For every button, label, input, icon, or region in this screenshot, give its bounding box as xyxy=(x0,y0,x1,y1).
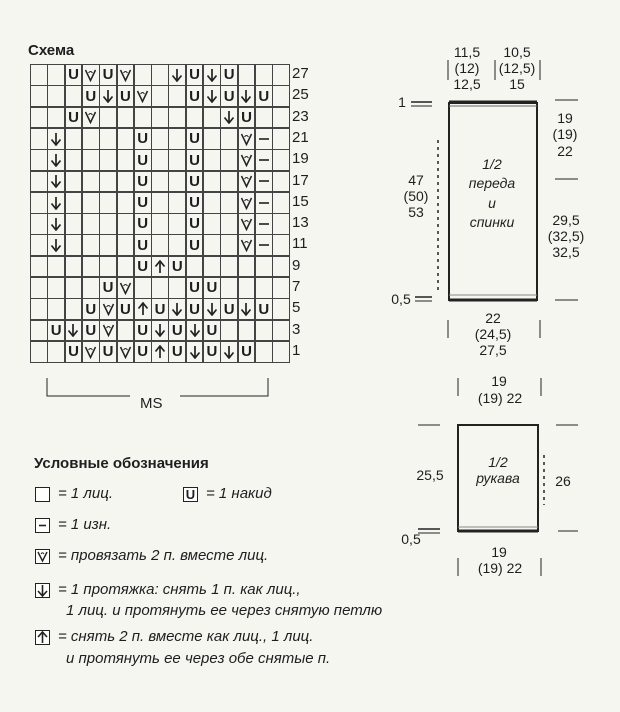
sleeve-bottom-dim-1: 19 xyxy=(491,544,507,560)
top-right-dim-1: 10,5 xyxy=(503,44,531,60)
yarn-over-cell: U xyxy=(168,256,186,278)
yarn-over-cell: U xyxy=(65,107,83,129)
yarn-over-symbol-icon: U xyxy=(183,487,198,502)
yarn-over-cell: U xyxy=(117,298,135,320)
yarn-over-cell: U xyxy=(134,341,152,363)
sleeve-top-dim-2: (19) 22 xyxy=(477,390,523,406)
top-left-dim-1: 11,5 xyxy=(453,44,481,60)
yarn-over-cell: U xyxy=(168,341,186,363)
yarn-over-cell: U xyxy=(186,171,204,193)
right-upper-dim-1: 19 xyxy=(557,110,573,126)
yarn-over-cell: U xyxy=(82,298,100,320)
yarn-over-cell: U xyxy=(134,192,152,214)
sleeve-bottom-dim-2: (19) 22 xyxy=(477,560,523,576)
yarn-over-cell: U xyxy=(65,341,83,363)
left-dim-1: 47 xyxy=(408,172,424,188)
legend-ssk-line1: = 1 протяжка: снять 1 п. как лиц., xyxy=(58,581,301,598)
yarn-over-cell: U xyxy=(134,234,152,256)
row-number: 3 xyxy=(292,320,301,338)
legend-cdd-line2: и протянуть ее через обе снятые п. xyxy=(66,650,331,667)
legend-cdd-line1: = снять 2 п. вместе как лиц., 1 лиц. xyxy=(58,628,314,645)
bottom-mark: 0,5 xyxy=(391,291,411,307)
top-left-dim-3: 12,5 xyxy=(453,76,481,92)
yarn-over-cell: U xyxy=(99,64,117,86)
yarn-over-cell: U xyxy=(255,85,273,107)
row-number: 5 xyxy=(292,299,301,317)
yarn-over-cell: U xyxy=(186,234,204,256)
left-dim-3: 53 xyxy=(408,204,424,220)
yarn-over-cell: U xyxy=(203,320,221,342)
yarn-over-cell: U xyxy=(186,192,204,214)
sleeve-right-dim: 26 xyxy=(555,473,571,489)
yarn-over-cell: U xyxy=(238,341,256,363)
legend-knit: = 1 лиц. xyxy=(58,485,113,502)
top-right-dim-3: 15 xyxy=(509,76,525,92)
yarn-over-cell: U xyxy=(203,277,221,299)
yarn-over-cell: U xyxy=(186,64,204,86)
yarn-over-cell: U xyxy=(168,320,186,342)
row-number: 23 xyxy=(292,107,309,125)
yarn-over-cell: U xyxy=(186,277,204,299)
body-label-3: и xyxy=(488,195,496,211)
yarn-over-cell: U xyxy=(151,298,169,320)
yarn-over-cell: U xyxy=(47,320,65,342)
yarn-over-cell: U xyxy=(65,64,83,86)
scheme-title: Схема xyxy=(28,42,75,59)
yarn-over-cell: U xyxy=(134,256,152,278)
sleeve-left-dim: 25,5 xyxy=(416,467,444,483)
yarn-over-cell: U xyxy=(238,107,256,129)
legend-yarn-over: = 1 накид xyxy=(206,485,272,502)
yarn-over-cell: U xyxy=(134,128,152,150)
legend-title: Условные обозначения xyxy=(34,455,209,472)
left-dim-2: (50) xyxy=(403,188,429,204)
right-lower-dim-3: 32,5 xyxy=(552,244,580,260)
yarn-over-cell: U xyxy=(134,149,152,171)
row-number: 21 xyxy=(292,128,309,146)
right-lower-dim-2: (32,5) xyxy=(547,228,585,244)
bottom-dim-2: (24,5) xyxy=(474,326,512,342)
row-number: 25 xyxy=(292,86,309,104)
yarn-over-cell: U xyxy=(82,320,100,342)
legend-ssk-line2: 1 лиц. и протянуть ее через снятую петлю xyxy=(66,602,383,619)
sleeve-label-2: рукава xyxy=(476,470,520,486)
row-number: 13 xyxy=(292,214,309,232)
yarn-over-cell: U xyxy=(134,213,152,235)
row-number: 15 xyxy=(292,192,309,210)
right-lower-dim-1: 29,5 xyxy=(552,212,580,228)
yarn-over-cell: U xyxy=(134,320,152,342)
body-label-1: 1/2 xyxy=(482,156,502,172)
row-number: 1 xyxy=(292,341,301,359)
row-number: 19 xyxy=(292,150,309,168)
yarn-over-cell: U xyxy=(134,171,152,193)
body-label-4: спинки xyxy=(469,214,515,230)
row-number: 17 xyxy=(292,171,309,189)
right-upper-dim-3: 22 xyxy=(557,143,573,159)
yarn-over-cell: U xyxy=(82,85,100,107)
sleeve-bottom-mark: 0,5 xyxy=(401,531,421,547)
top-right-dim-2: (12,5) xyxy=(498,60,536,76)
yarn-over-cell: U xyxy=(220,298,238,320)
sleeve-label-1: 1/2 xyxy=(488,454,508,470)
bottom-dim-3: 27,5 xyxy=(479,342,507,358)
top-mark: 1 xyxy=(398,94,406,110)
yarn-over-cell: U xyxy=(117,85,135,107)
sleeve-top-dim-1: 19 xyxy=(491,373,507,389)
legend-k2tog: = провязать 2 п. вместе лиц. xyxy=(58,547,269,564)
legend-purl: = 1 изн. xyxy=(58,516,112,533)
yarn-over-cell: U xyxy=(186,213,204,235)
bottom-dim-1: 22 xyxy=(485,310,501,326)
right-upper-dim-2: (19) xyxy=(552,126,578,142)
yarn-over-cell: U xyxy=(186,128,204,150)
body-label-2: переда xyxy=(468,175,516,191)
row-number: 7 xyxy=(292,278,301,295)
repeat-label: MS xyxy=(140,395,163,412)
row-number: 27 xyxy=(292,65,309,82)
row-number: 11 xyxy=(292,235,308,253)
yarn-over-cell: U xyxy=(220,64,238,86)
yarn-over-cell: U xyxy=(255,298,273,320)
yarn-over-cell: U xyxy=(203,341,221,363)
yarn-over-cell: U xyxy=(186,149,204,171)
yarn-over-cell: U xyxy=(186,85,204,107)
top-left-dim-2: (12) xyxy=(454,60,480,76)
yarn-over-cell: U xyxy=(99,277,117,299)
yarn-over-cell: U xyxy=(99,341,117,363)
yarn-over-cell: U xyxy=(186,298,204,320)
row-number: 9 xyxy=(292,256,301,274)
yarn-over-cell: U xyxy=(220,85,238,107)
